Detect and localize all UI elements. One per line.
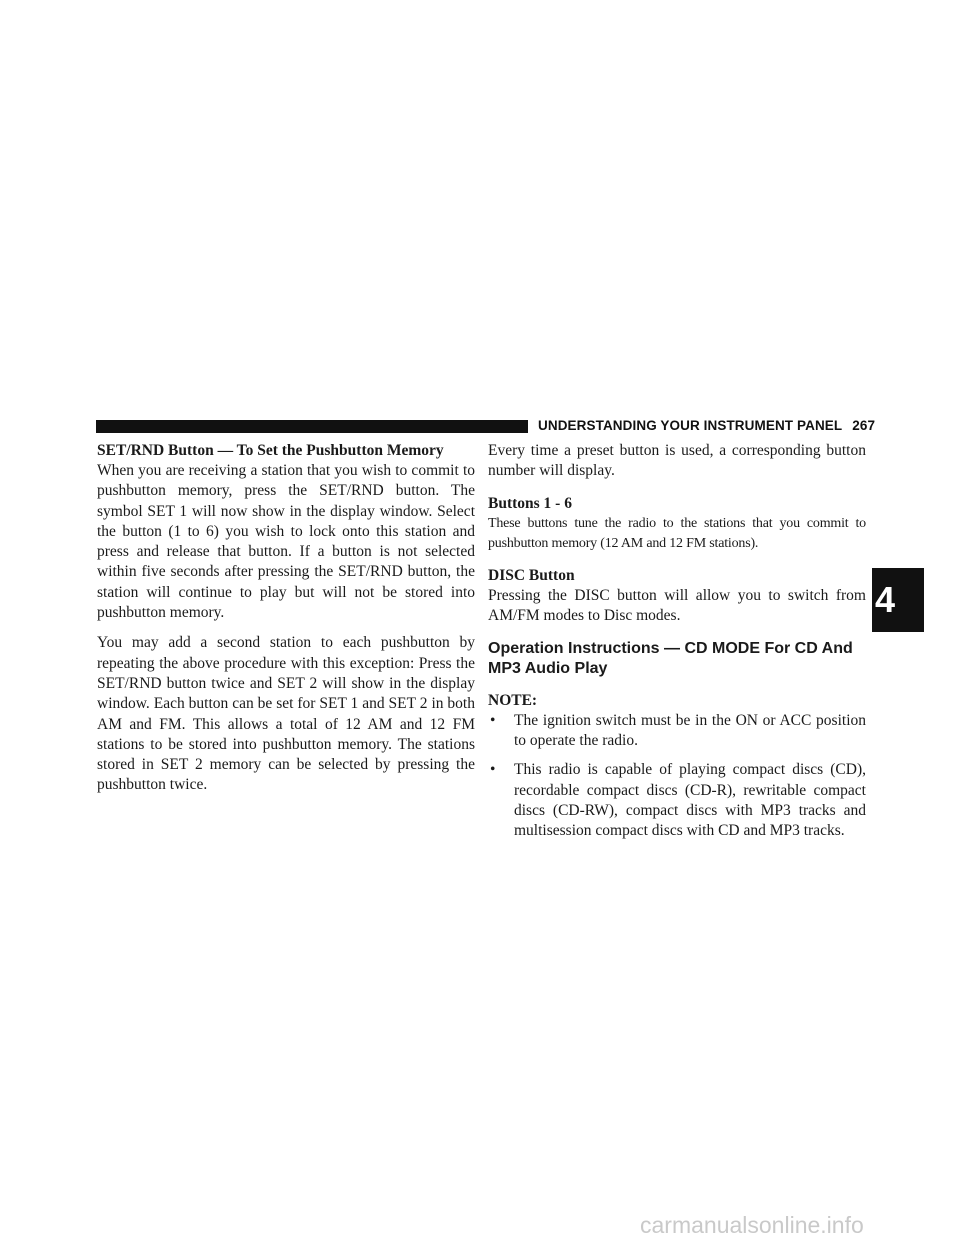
header-section-title: UNDERSTANDING YOUR INSTRUMENT PANEL (538, 418, 843, 433)
list-item (488, 760, 866, 841)
watermark: carmanualsonline.info (640, 1212, 864, 1238)
bullet-text: The ignition switch must be in the ON or ACC position to operate the radio. (514, 711, 866, 750)
set-rnd-heading: SET/RND Button — To Set the Pushbutton Memory (97, 442, 444, 459)
note-label: NOTE: (488, 691, 538, 709)
running-header (538, 418, 875, 433)
note-bullet-list (488, 711, 866, 842)
buttons-paragraph: These buttons tune the radio to the stations that you commit to pushbutton memory (12 AM and 12 FM stations). (488, 515, 866, 551)
right-column (488, 441, 866, 851)
chapter-tab: 4 (872, 568, 924, 632)
left-column (97, 441, 475, 796)
header-rule (96, 420, 528, 433)
bullet-icon: • (490, 711, 496, 729)
bullet-icon: • (490, 761, 496, 779)
set-rnd-paragraph-2: You may add a second station to each pushbutton by repeating the above procedure with this exception: Press the SET/RND button twice and SET 2 will show in the display window. Each button can be set for SET 1 and SET 2 in both AM and FM. This allows a total of 12 AM and 12 FM stations to be stored into pushbutton memory. The stations stored in SET 2 memory can be selected by pressing the pushbutton twice. (97, 634, 475, 794)
set-rnd-paragraph-1: When you are receiving a station that you wish to commit to pushbutton memory, press the SET/RND button. The symbol SET 1 will now show in the display window. Select the button (1 to 6) you wish to lock onto this station and press and release that button. If a button is not selected within five seconds after pressing the SET/RND button, the station will continue to play but will not be stored into pushbutton memory. (97, 462, 475, 622)
disc-heading: DISC Button (488, 567, 575, 585)
buttons-heading: Buttons 1 - 6 (488, 494, 572, 512)
bullet-text: This radio is capable of playing compact discs (CD), recordable compact discs (CD-R), rewritable compact discs (CD-RW), compact discs with MP3 tracks and multisession compact discs with CD and MP3 tracks. (514, 761, 866, 840)
preset-intro-paragraph: Every time a preset button is used, a corresponding button number will display. (488, 442, 866, 480)
cd-mode-section-heading: Operation Instructions — CD MODE For CD And MP3 Audio Play (488, 639, 853, 677)
disc-paragraph: Pressing the DISC button will allow you to switch from AM/FM modes to Disc modes. (488, 587, 866, 625)
page-number: 267 (852, 418, 876, 433)
list-item (488, 711, 866, 752)
